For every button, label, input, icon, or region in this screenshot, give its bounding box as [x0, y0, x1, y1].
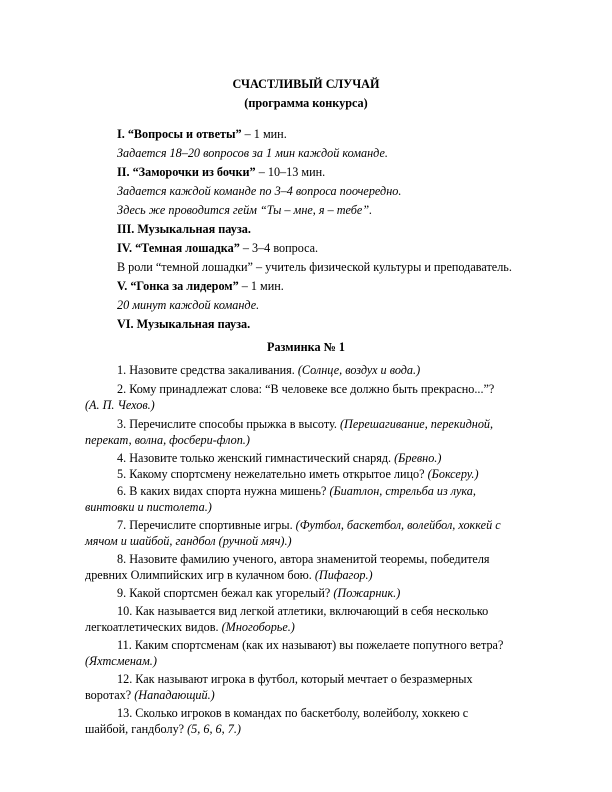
program-item-5-label: V. “Гонка за лидером” [117, 279, 239, 293]
question-13-line-2 [85, 722, 241, 738]
question-6-answer-part-2: винтовки и пистолета.) [85, 500, 212, 514]
question-13-answer: (5, 6, 6, 7.) [187, 722, 241, 736]
question-12-line-1: 12. Как называют игрока в футбол, который мечтает о безразмерных [117, 672, 473, 686]
question-11-answer: (Яхтсменам.) [85, 654, 157, 668]
question-10-answer: (Многоборье.) [221, 620, 295, 634]
question-7-text: 7. Перечислите спортивные игры. [117, 518, 296, 532]
program-item-3: III. Музыкальная пауза. [117, 222, 251, 236]
question-4-answer: (Бревно.) [394, 451, 442, 465]
question-6-line-1 [117, 484, 476, 500]
program-item-5-note: 20 минут каждой команде. [117, 298, 260, 312]
question-12-text-part-2: воротах? [85, 688, 135, 702]
program-item-5 [117, 279, 284, 295]
question-1-text: 1. Назовите средства закаливания. [117, 363, 298, 377]
question-3-answer-part-1: (Перешагивание, перекидной, [339, 417, 494, 431]
document-title: СЧАСТЛИВЫЙ СЛУЧАЙ [232, 77, 380, 91]
question-10-text-part-2: легкоатлетических видов. [85, 620, 222, 634]
warmup-heading: Разминка № 1 [267, 340, 345, 354]
question-1-answer: (Солнце, воздух и вода.) [297, 363, 421, 377]
question-4 [117, 451, 441, 467]
program-item-2-time: – 10–13 мин. [255, 165, 326, 179]
question-12-answer: (Нападающий.) [134, 688, 215, 702]
program-item-5-time: – 1 мин. [238, 279, 284, 293]
question-2-answer: (А. П. Чехов.) [85, 398, 155, 412]
question-13-text-part-2: шайбой, гандболу? [85, 722, 188, 736]
question-9 [117, 586, 400, 602]
program-item-4 [117, 241, 318, 257]
program-item-1-label: I. “Вопросы и ответы” [117, 127, 242, 141]
question-3-line-1 [117, 417, 493, 433]
program-item-1-note: Задается 18–20 вопросов за 1 мин каждой команде. [117, 146, 388, 160]
question-8-line-1: 8. Назовите фамилию ученого, автора знаменитой теоремы, победителя [117, 552, 490, 566]
program-item-1-time: – 1 мин. [241, 127, 287, 141]
program-item-4-note: В роли “темной лошадки” – учитель физической культуры и преподаватель. [117, 260, 512, 274]
question-9-text: 9. Какой спортсмен бежал как угорелый? [117, 586, 334, 600]
question-10-line-1: 10. Как называется вид легкой атлетики, включающий в себя несколько [117, 604, 489, 618]
program-item-2-label: II. “Заморочки из бочки” [117, 165, 256, 179]
program-item-1 [117, 127, 287, 143]
question-7-answer-part-1: (Футбол, баскетбол, волейбол, хоккей с [295, 518, 501, 532]
question-6-text: 6. В каких видах спорта нужна мишень? [117, 484, 330, 498]
question-3-text: 3. Перечислите способы прыжка в высоту. [117, 417, 340, 431]
question-3-answer-part-2: перекат, волна, фосбери-флоп.) [85, 433, 250, 447]
question-1 [117, 363, 420, 379]
program-item-4-label: IV. “Темная лошадка” [117, 241, 240, 255]
question-2-line-1: 2. Кому принадлежат слова: “В человеке все должно быть прекрасно...”? [117, 382, 495, 396]
question-7-answer-part-2: мячом и шайбой, гандбол (ручной мяч).) [85, 534, 292, 548]
question-12-line-2 [85, 688, 215, 704]
question-7-line-1 [117, 518, 501, 534]
question-10-line-2 [85, 620, 295, 636]
question-4-text: 4. Назовите только женский гимнастический снаряд. [117, 451, 395, 465]
question-5 [117, 467, 479, 483]
document-subtitle: (программа конкурса) [244, 96, 368, 110]
question-6-answer-part-1: (Биатлон, стрельба из лука, [329, 484, 476, 498]
program-item-6: VI. Музыкальная пауза. [117, 317, 251, 331]
program-item-2 [117, 165, 325, 181]
question-11-line-1: 11. Каким спортсменам (как их называют) вы пожелаете попутного ветра? [117, 638, 504, 652]
question-13-line-1: 13. Сколько игроков в командах по баскетболу, волейболу, хоккею с [117, 706, 469, 720]
program-item-2-note-2: Здесь же проводится гейм “Ты – мне, я – тебе”. [117, 203, 373, 217]
question-8-text-part-2: древних Олимпийских игр в кулачном бою. [85, 568, 315, 582]
program-item-2-note-1: Задается каждой команде по 3–4 вопроса поочередно. [117, 184, 402, 198]
question-5-text: 5. Какому спортсмену нежелательно иметь открытое лицо? [117, 467, 428, 481]
question-8-line-2 [85, 568, 373, 584]
program-item-4-time: – 3–4 вопроса. [239, 241, 319, 255]
question-5-answer: (Боксеру.) [427, 467, 479, 481]
question-9-answer: (Пожарник.) [333, 586, 401, 600]
question-8-answer: (Пифагор.) [314, 568, 373, 582]
